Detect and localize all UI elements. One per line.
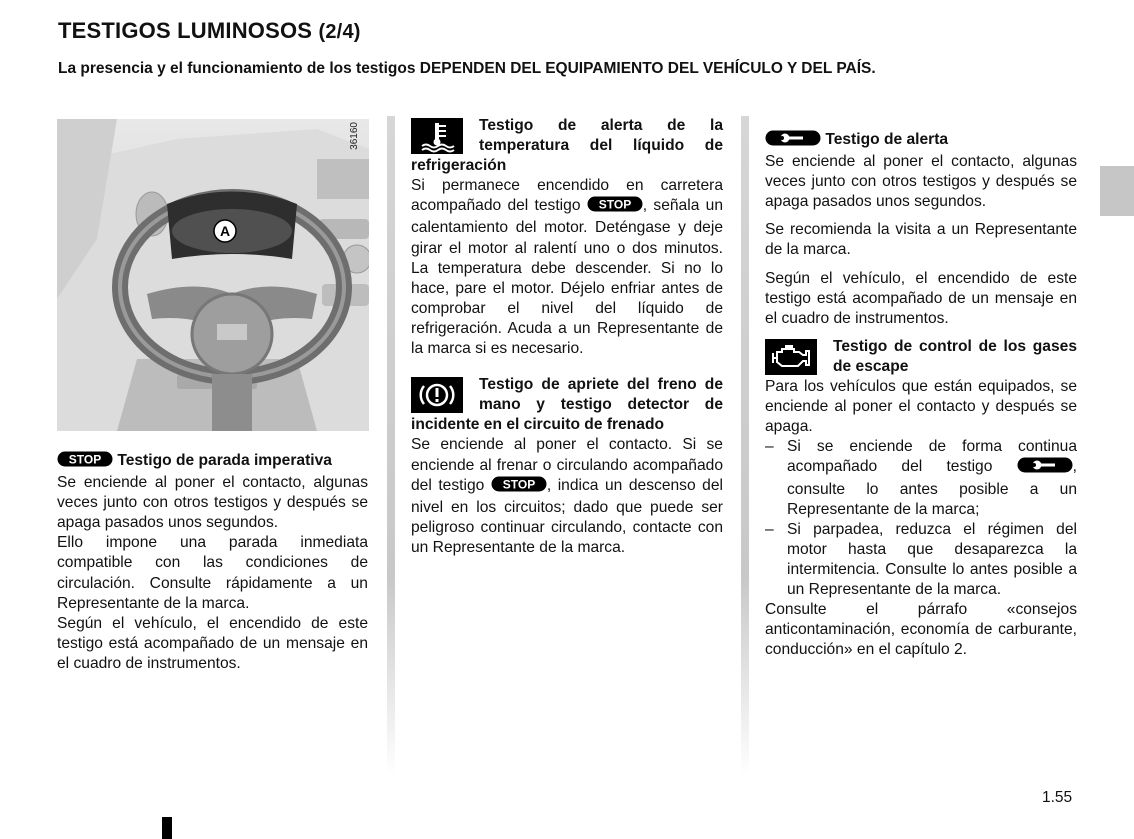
col3-paragraph-3: Según el vehículo, el encendido de este testigo está acompañado de un mensaje en el cuadro de instrumentos.: [765, 269, 1077, 327]
emissions-intro: Para los vehículos que están equipados, se enciende al poner el contacto y después se apaga.: [765, 378, 1077, 436]
column-1: [57, 451, 368, 674]
page-number: 1.55: [1042, 789, 1073, 806]
dashboard-illustration: [57, 119, 369, 431]
stop-badge-icon: [587, 196, 643, 218]
svg-text:STOP: STOP: [598, 197, 632, 212]
callout-a: A: [219, 223, 231, 239]
heading-emissions: Testigo de control de los gases de escape: [833, 337, 1077, 375]
wrench-icon: [1017, 457, 1073, 479]
heading-coolant: Testigo de alerta de la temperatura del líquido de refrigeración: [411, 117, 723, 175]
crop-mark: [162, 817, 172, 839]
wrench-icon: [765, 130, 821, 152]
page-subtitle: La presencia y el funcionamiento de los testigos DEPENDEN DEL EQUIPAMIENTO DEL VEHÍCULO Y DEL PAÍS.: [58, 60, 876, 77]
col3-paragraph-1: Se enciende al poner el contacto, algunas veces junto con otros testigos y después se apaga pasados unos segundos.: [765, 153, 1077, 211]
list-item: – Si se enciende de forma continua acompañado del testigo , consulte lo antes posible a un Representante de la marca;: [765, 437, 1077, 519]
section-tab: [1100, 166, 1134, 216]
col1-paragraph-2: Ello impone una parada inmediata compatible con las condiciones de circulación. Consulte rápidamente a un Representante de la marca.: [57, 534, 368, 612]
heading-stop: Testigo de parada imperativa: [117, 452, 332, 469]
column-3: [765, 130, 1077, 660]
col1-paragraph-3: Según el vehículo, el encendido de este testigo está acompañado de un mensaje en el cuadro de instrumentos.: [57, 614, 368, 672]
emissions-outro: Consulte el párrafo «consejos anticontaminación, economía de carburante, conducción» en el capítulo 2.: [765, 601, 1077, 659]
page-title: TESTIGOS LUMINOSOS (2/4): [58, 18, 361, 43]
stop-badge-icon: [491, 476, 547, 498]
brake-warning-icon: [411, 377, 463, 413]
col1-paragraph-1: Se enciende al poner el contacto, algunas veces junto con otros testigos y después se apaga pasados unos segundos.: [57, 474, 368, 532]
column-divider: [741, 116, 749, 776]
coolant-temperature-icon: [411, 118, 463, 154]
column-2: Testigo de alerta de la temperatura del líquido de refrigeración Si permanece encendido en carretera acompañado del testigo STOP , señala un calentamiento del motor. Deténgase y deje girar el motor al ralentí uno o dos minutos. La temperatura debe descender. Si no lo hace, pare el motor. Déjelo enfriar antes de comprobar el nivel del líquido de refrigeración. Acuda a un Representante de la marca si es necesario. Testigo de apriete del freno de mano y testigo detector de incidente en el circuito de frenado Se enciende al poner el contacto. Si se enciende al frenar o circulando acompañado del testigo STOP , indica un descenso del nivel en los circuitos; dado que puede ser peligroso continuar circulando, contacte con un Representante de la marca.: [411, 117, 723, 556]
engine-check-icon: [765, 339, 817, 375]
emissions-list: [765, 437, 1077, 600]
figure-ref-number: 36160: [349, 122, 360, 150]
stop-badge-icon: [57, 451, 113, 473]
col3-paragraph-2: Se recomienda la visita a un Representante de la marca.: [765, 221, 1077, 259]
svg-text:STOP: STOP: [502, 477, 536, 492]
heading-service: Testigo de alerta: [825, 131, 949, 148]
svg-text:STOP: STOP: [68, 452, 102, 467]
heading-brake: Testigo de apriete del freno de mano y testigo detector de incidente en el circuito de frenado: [411, 376, 723, 434]
column-divider: [387, 116, 395, 776]
list-item: – Si parpadea, reduzca el régimen del motor hasta que desaparezca la intermitencia. Consulte lo antes posible a un Representante de la marca.: [765, 520, 1077, 600]
